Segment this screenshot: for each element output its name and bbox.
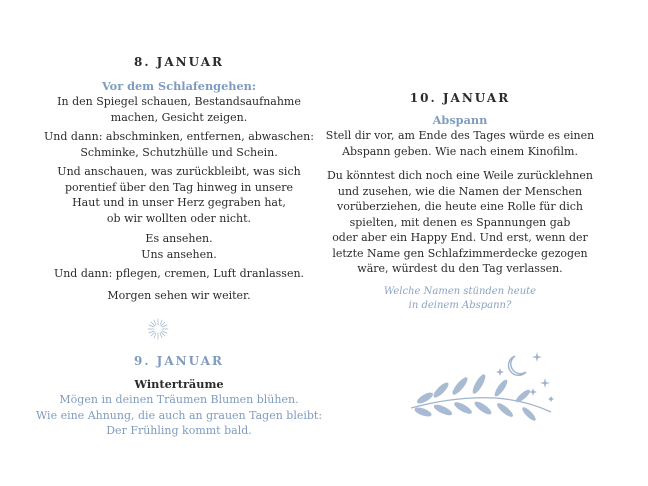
question-line: in deinem Abspann? [408, 300, 512, 311]
text-line: vorüberziehen, die heute eine Rolle für dich [337, 200, 583, 213]
entry-title-jan-8: 8. JANUAR [133, 55, 225, 69]
text-line: Und dann: abschminken, entfernen, abwaschen: [44, 130, 314, 143]
text-line: In den Spiegel schauen, Bestandsaufnahme [57, 95, 301, 108]
text-line: Morgen sehen wir weiter. [107, 289, 251, 302]
entry-subtitle-jan-9: Winterträume [134, 377, 224, 391]
paragraph-1 [310, 128, 610, 159]
entry-subtitle-jan-10: Abspann [432, 113, 488, 127]
paragraph-1 [29, 94, 329, 125]
text-line: Und anschauen, was zurückbleibt, was sich [57, 165, 301, 178]
text-line: oder aber ein Happy End. Und erst, wenn der [332, 231, 588, 244]
text-line: Stell dir vor, am Ende des Tages würde es einen [325, 129, 595, 142]
question-line: Welche Namen stünden heute [383, 286, 537, 297]
paragraph-5 [29, 266, 329, 282]
moon-stars-branch-icon [405, 352, 560, 427]
entry-title-jan-10: 10. JANUAR [409, 91, 511, 105]
text-line: porentief über den Tag hinweg in unsere [65, 180, 293, 194]
entry-subtitle-jan-8: Vor dem Schlafengehen: [101, 79, 257, 93]
text-line: Wie eine Ahnung, die auch an grauen Tagen bleibt: [35, 408, 323, 422]
text-line: Haut und in unser Herz gegraben hat, [72, 196, 286, 209]
paragraph-jan-9 [29, 392, 329, 439]
text-line: Schminke, Schutzhülle und Schein. [80, 145, 278, 159]
text-line: letzte Name gen Schlafzimmerdecke gezogen [332, 246, 588, 260]
text-line: und zusehen, wie die Namen der Menschen [337, 184, 583, 198]
paragraph-6 [29, 288, 329, 304]
reflection-question [310, 285, 610, 313]
text-line: wäre, würdest du den Tag verlassen. [357, 262, 563, 275]
text-line: Der Frühling kommt bald. [106, 424, 252, 437]
entry-title-jan-9: 9. JANUAR [133, 354, 225, 368]
starburst-icon [147, 318, 169, 340]
text-line: machen, Gesicht zeigen. [110, 110, 248, 124]
text-line: Du könntest dich noch eine Weile zurücklehnen [326, 169, 594, 182]
paragraph-2 [29, 129, 329, 160]
text-line: Uns ansehen. [141, 247, 217, 261]
paragraph-4 [29, 231, 329, 262]
text-line: Mögen in deinen Träumen Blumen blühen. [59, 393, 299, 406]
text-line: ob wir wollten oder nicht. [106, 211, 252, 225]
paragraph-3 [29, 164, 329, 226]
text-line: Abspann geben. Wie nach einem Kinofilm. [342, 144, 578, 158]
text-line: Und dann: pflegen, cremen, Luft dranlassen. [53, 267, 305, 280]
text-line: spielten, mit denen es Spannungen gab [349, 215, 571, 229]
text-line: Es ansehen. [145, 232, 213, 245]
paragraph-2 [310, 168, 610, 277]
